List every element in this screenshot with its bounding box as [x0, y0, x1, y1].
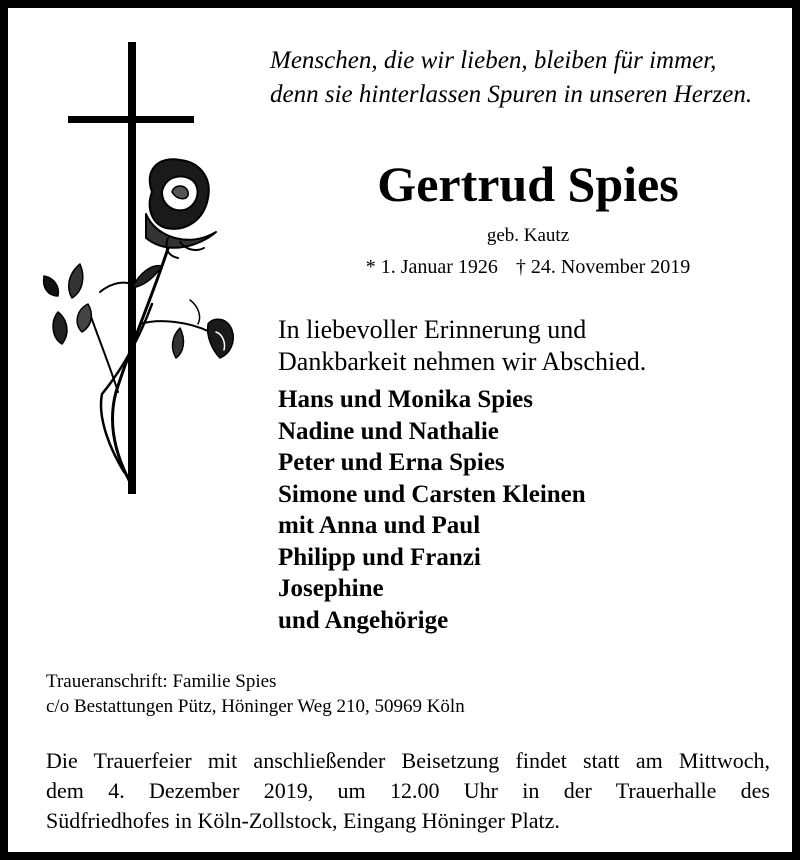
- farewell-line-2: Dankbarkeit nehmen wir Abschied.: [278, 347, 647, 376]
- mourner-item: Josephine: [278, 575, 384, 602]
- ceremony-line-3: Südfriedhofes in Köln-Zollstock, Eingang Höninger Platz.: [46, 808, 560, 833]
- rose-icon: [44, 159, 234, 482]
- birth-date: * 1. Januar 1926: [365, 256, 498, 278]
- cross-and-rose-illustration: [40, 42, 250, 498]
- farewell-text: [278, 314, 778, 378]
- ceremony-info: [46, 746, 770, 836]
- mourner-item: Peter und Erna Spies: [278, 449, 505, 476]
- life-dates: [308, 254, 748, 280]
- address-line-1: Traueranschrift: Familie Spies: [46, 671, 277, 692]
- mourner-item: Hans und Monika Spies: [278, 386, 533, 413]
- mourner-item: und Angehörige: [278, 606, 449, 634]
- address-line-2: c/o Bestattungen Pütz, Höninger Weg 210, 50969 Köln: [46, 696, 465, 717]
- mourners-list: [278, 384, 778, 636]
- deceased-name: Gertrud Spies: [377, 156, 679, 212]
- mourner-item: Philipp und Franzi: [278, 543, 481, 571]
- farewell-line-1: In liebevoller Erinnerung und: [278, 315, 587, 344]
- mourner-item: Nadine und Nathalie: [278, 417, 499, 445]
- motto-quote: [270, 44, 780, 112]
- motto-line-2: denn sie hinterlassen Spuren in unseren Herzen.: [270, 81, 753, 108]
- ceremony-line-1: Die Trauerfeier mit anschließender Beisetzung findet statt am Mittwoch,: [46, 748, 770, 773]
- motto-line-1: Menschen, die wir lieben, bleiben für immer,: [270, 47, 717, 74]
- birth-name: geb. Kautz: [486, 225, 570, 246]
- cross-icon: [68, 42, 194, 494]
- death-date: † 24. November 2019: [515, 256, 691, 278]
- mourner-item: mit Anna und Paul: [278, 512, 481, 539]
- ceremony-line-2: dem 4. Dezember 2019, um 12.00 Uhr in der Trauerhalle des: [46, 778, 770, 803]
- mourner-item: Simone und Carsten Kleinen: [278, 480, 586, 508]
- mourning-address: [46, 669, 766, 719]
